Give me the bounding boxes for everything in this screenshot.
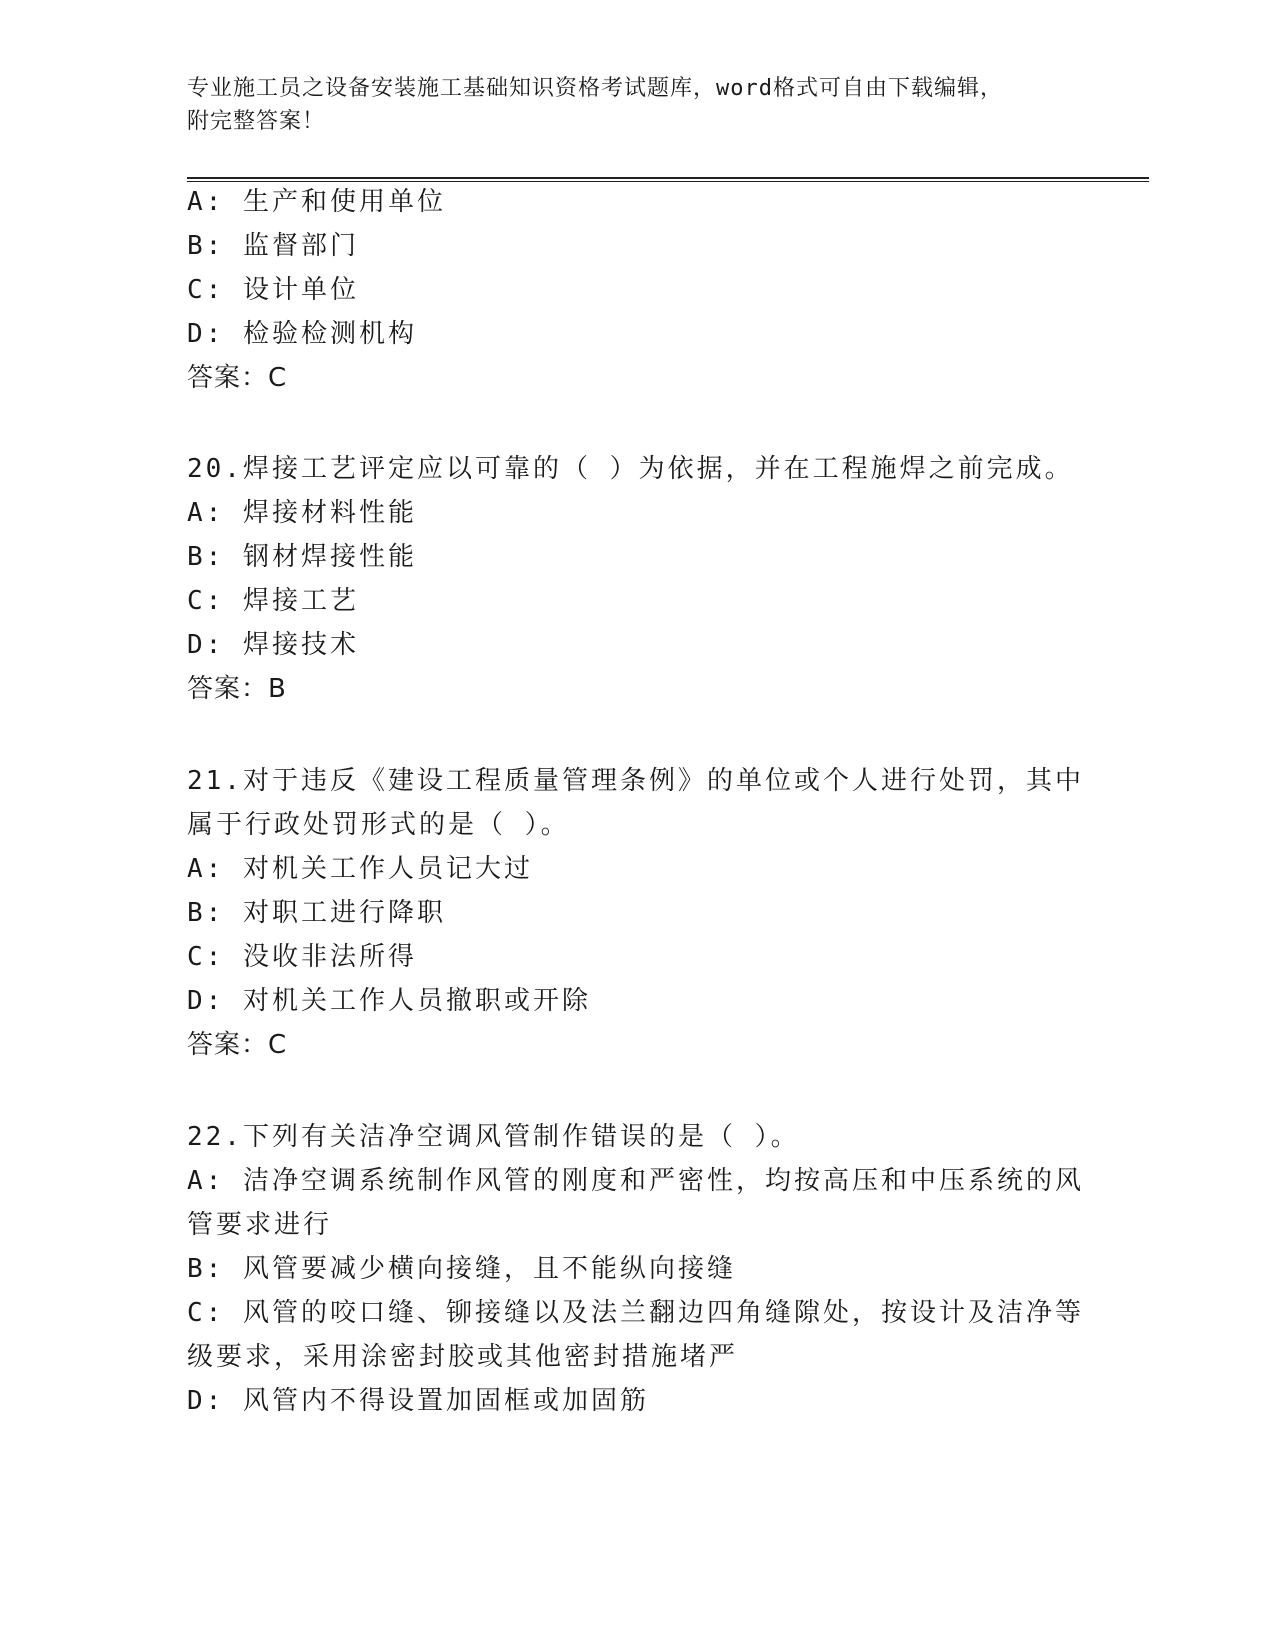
q20-stem: 20.焊接工艺评定应以可靠的（ ）为依据，并在工程施焊之前完成。 bbox=[187, 454, 1074, 484]
q22-stem: 22.下列有关洁净空调风管制作错误的是（ ）。 bbox=[187, 1122, 800, 1152]
document-header bbox=[187, 72, 1067, 138]
q20-option-a: A: 焊接材料性能 bbox=[187, 498, 417, 528]
header-line-1: 专业施工员之设备安装施工基础知识资格考试题库，word格式可自由下载编辑， bbox=[187, 76, 1003, 101]
header-divider bbox=[187, 177, 1149, 182]
q21-option-d: D: 对机关工作人员撤职或开除 bbox=[187, 986, 591, 1016]
q20-option-d: D: 焊接技术 bbox=[187, 630, 359, 660]
q19-option-a: A: 生产和使用单位 bbox=[187, 187, 446, 217]
q22-option-c-line-1: C: 风管的咬口缝、铆接缝以及法兰翻边四角缝隙处，按设计及洁净等 bbox=[187, 1298, 1084, 1328]
q20-option-b: B: 钢材焊接性能 bbox=[187, 542, 417, 572]
q19-answer: 答案：C bbox=[187, 363, 288, 393]
q22-option-d: D: 风管内不得设置加固框或加固筋 bbox=[187, 1386, 649, 1416]
q22-option-a-line-1: A: 洁净空调系统制作风管的刚度和严密性，均按高压和中压系统的风 bbox=[187, 1166, 1084, 1196]
q22-option-b: B: 风管要减少横向接缝，且不能纵向接缝 bbox=[187, 1254, 736, 1284]
q21-stem-line-2: 属于行政处罚形式的是（ ）。 bbox=[187, 810, 570, 840]
q21-answer: 答案：C bbox=[187, 1030, 288, 1060]
q21-option-c: C: 没收非法所得 bbox=[187, 942, 417, 972]
q19-option-d: D: 检验检测机构 bbox=[187, 319, 417, 349]
header-line-2: 附完整答案！ bbox=[187, 109, 326, 134]
q22-option-a-line-2: 管要求进行 bbox=[187, 1210, 333, 1240]
q22-option-c-line-2: 级要求，采用涂密封胶或其他密封措施堵严 bbox=[187, 1342, 739, 1372]
q19-option-c: C: 设计单位 bbox=[187, 275, 359, 305]
q21-stem-line-1: 21.对于违反《建设工程质量管理条例》的单位或个人进行处罚，其中 bbox=[187, 766, 1084, 796]
q21-option-a: A: 对机关工作人员记大过 bbox=[187, 854, 533, 884]
q20-answer: 答案：B bbox=[187, 674, 287, 704]
q19-option-b: B: 监督部门 bbox=[187, 231, 359, 261]
q21-option-b: B: 对职工进行降职 bbox=[187, 898, 446, 928]
q20-option-c: C: 焊接工艺 bbox=[187, 586, 359, 616]
